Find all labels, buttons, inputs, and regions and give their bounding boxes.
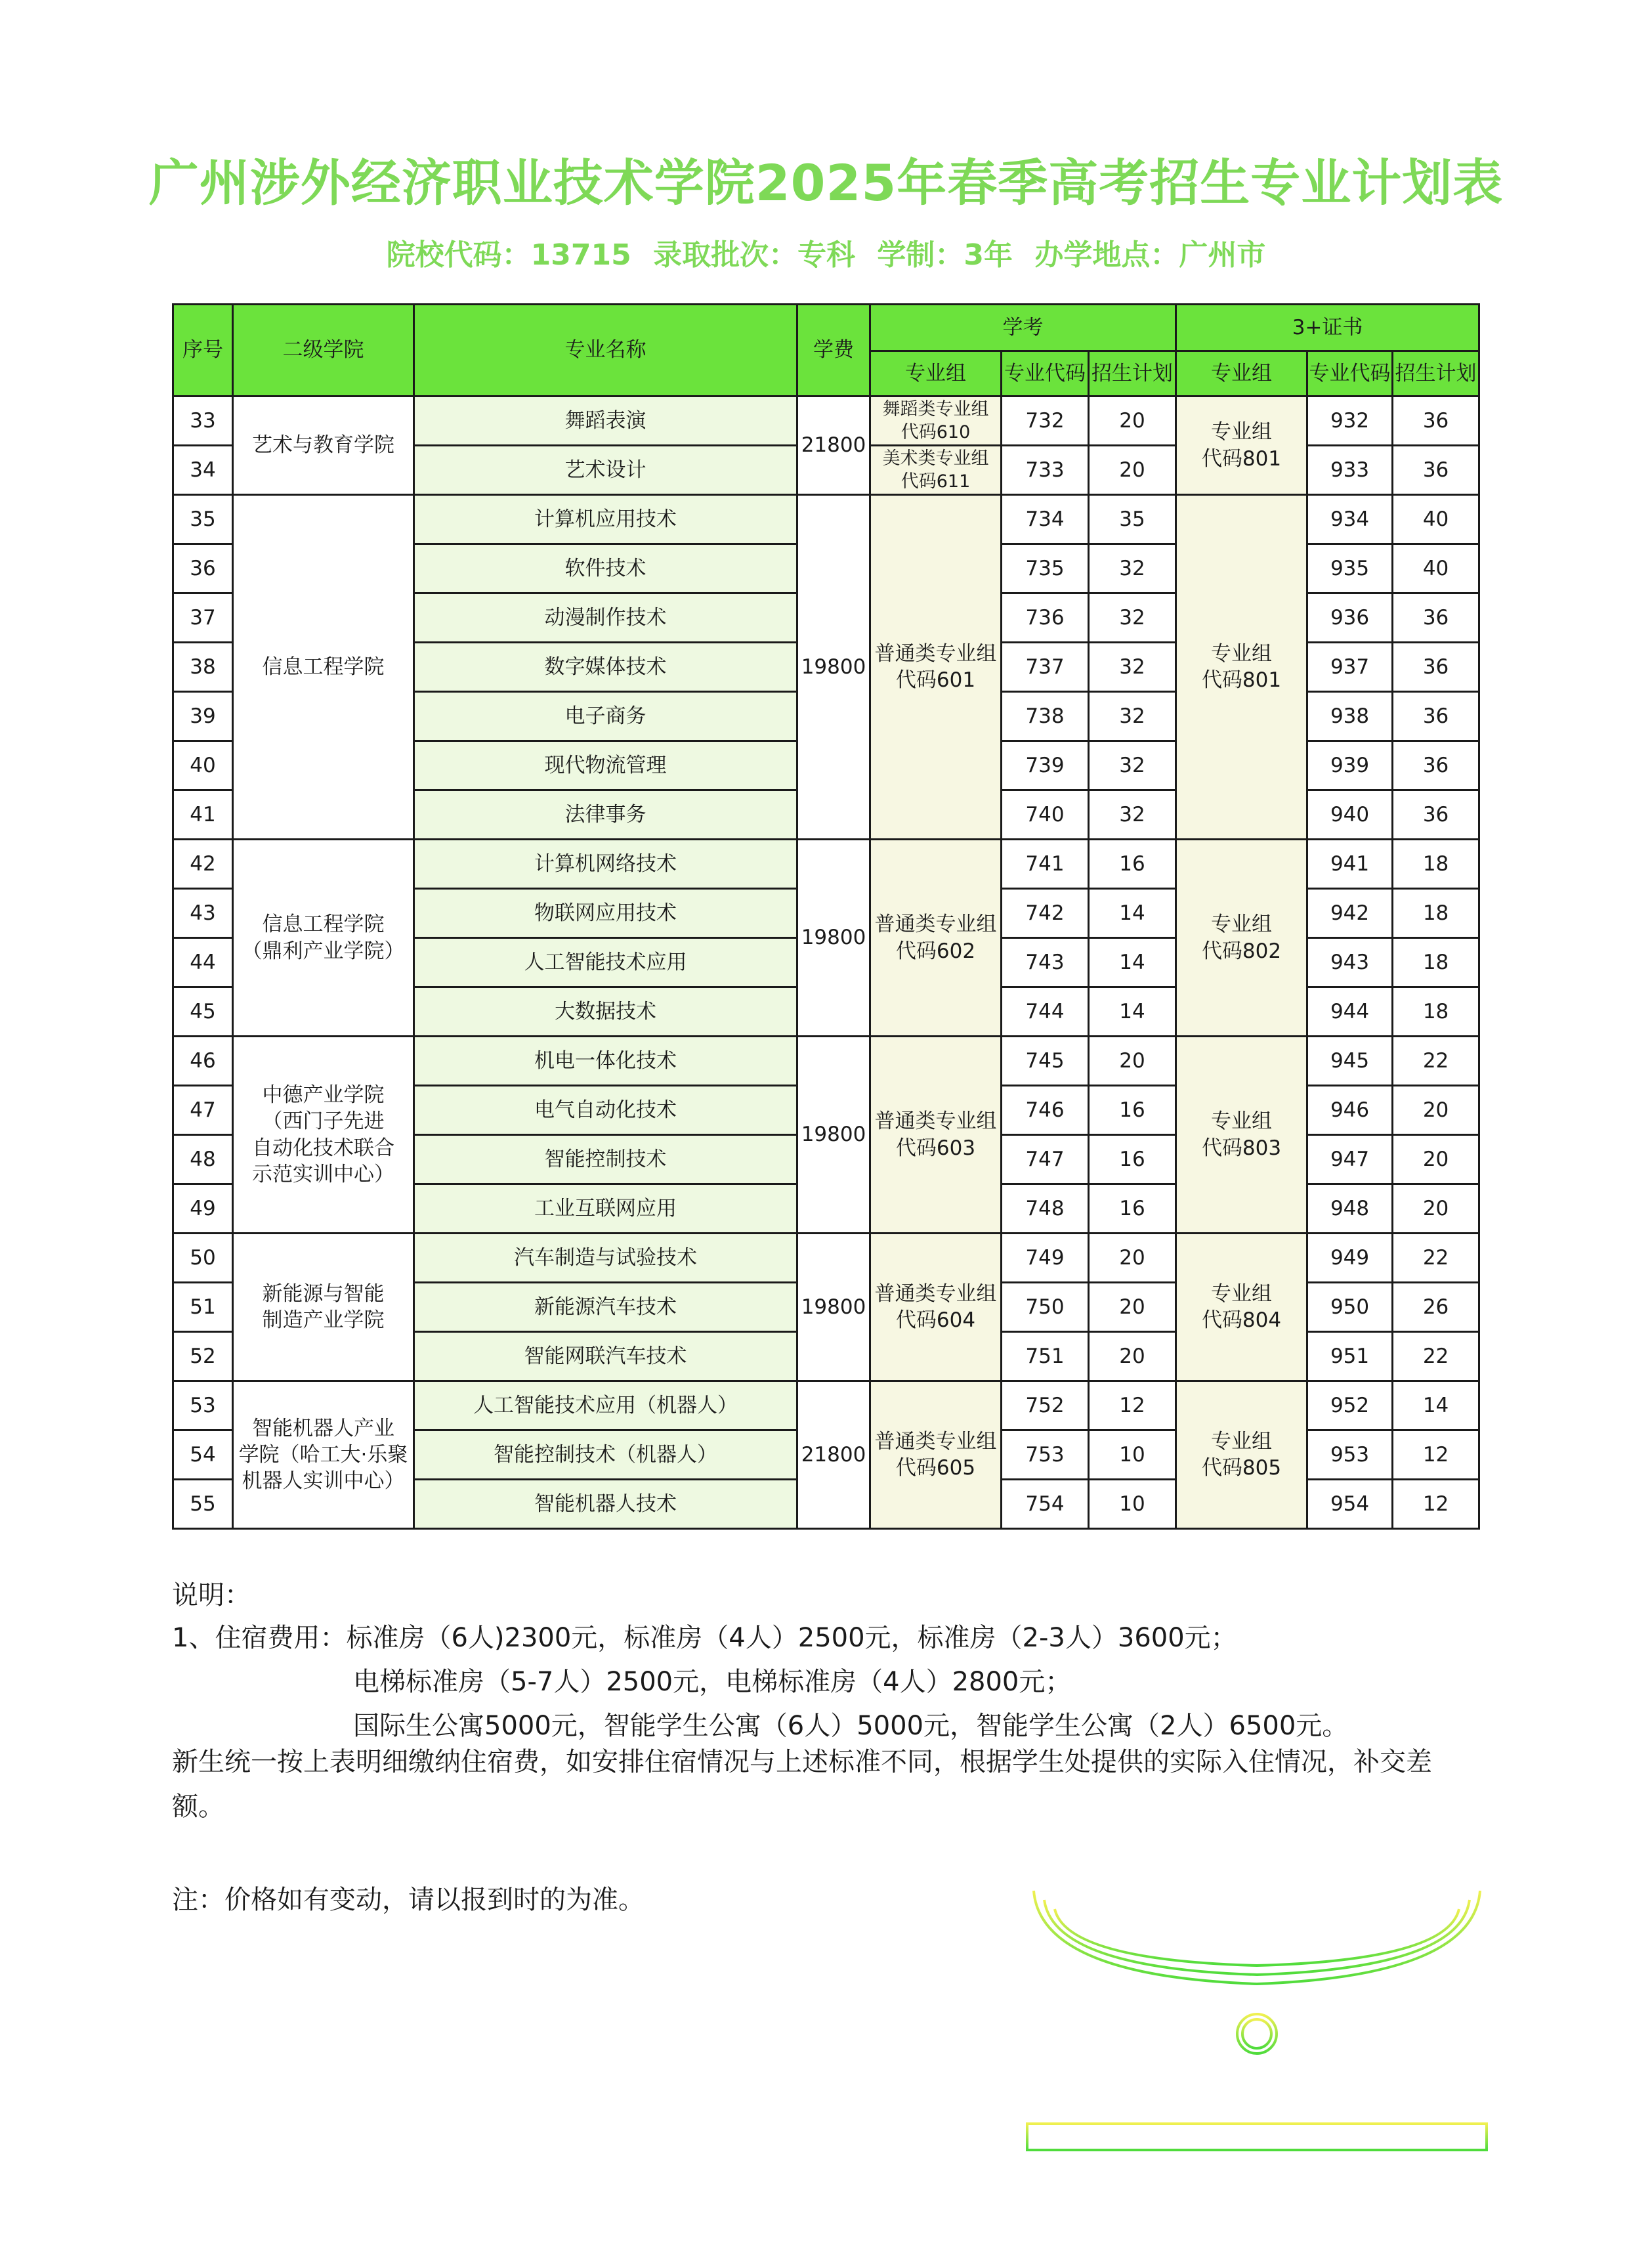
xuekao-plan-cell: 32 [1089, 544, 1176, 593]
cert-code-cell: 952 [1307, 1381, 1393, 1430]
cert-plan-cell: 20 [1393, 1135, 1479, 1184]
xuekao-code-cell: 738 [1002, 692, 1089, 741]
major-cell: 人工智能技术应用 [414, 938, 797, 987]
xuekao-code-cell: 745 [1002, 1037, 1089, 1086]
xuekao-plan-cell: 32 [1089, 692, 1176, 741]
xuekao-plan-cell: 16 [1089, 1135, 1176, 1184]
xuekao-group-cell: 美术类专业组 代码611 [870, 446, 1002, 495]
major-cell: 电子商务 [414, 692, 797, 741]
table-row [173, 1234, 1479, 1283]
cert-plan-cell: 36 [1393, 593, 1479, 643]
notes-paragraph: 新生统一按上表明细缴纳住宿费，如安排住宿情况与上述标准不同，根据学生处提供的实际入住情况，补交差额。 [172, 1747, 1432, 1822]
major-cell: 新能源汽车技术 [414, 1283, 797, 1332]
seq-cell: 45 [173, 987, 233, 1037]
xuekao-plan-cell: 32 [1089, 790, 1176, 840]
fee-cell: 21800 [797, 1381, 870, 1529]
xuekao-code-cell: 732 [1002, 397, 1089, 446]
seq-cell: 33 [173, 397, 233, 446]
xuekao-code-cell: 746 [1002, 1086, 1089, 1135]
cert-group-cell: 专业组 代码805 [1176, 1381, 1307, 1529]
notes-footer: 注：价格如有变动，请以报到时的为准。 [172, 1885, 645, 1915]
xuekao-code-cell: 741 [1002, 840, 1089, 889]
xuekao-plan-cell: 14 [1089, 938, 1176, 987]
cert-plan-cell: 36 [1393, 446, 1479, 495]
cert-code-cell: 939 [1307, 741, 1393, 790]
seq-cell: 50 [173, 1234, 233, 1283]
header-xuekao-group: 专业组 [870, 351, 1002, 397]
xuekao-code-cell: 737 [1002, 643, 1089, 692]
cert-code-cell: 942 [1307, 889, 1393, 938]
cert-plan-cell: 18 [1393, 889, 1479, 938]
major-cell: 智能网联汽车技术 [414, 1332, 797, 1381]
major-cell: 智能控制技术 [414, 1135, 797, 1184]
cert-plan-cell: 22 [1393, 1234, 1479, 1283]
seq-cell: 39 [173, 692, 233, 741]
xuekao-plan-cell: 20 [1089, 1037, 1176, 1086]
fee-cell: 21800 [797, 397, 870, 495]
table-body [173, 397, 1479, 1529]
fee-cell: 19800 [797, 840, 870, 1037]
table-row [173, 495, 1479, 544]
cert-code-cell: 953 [1307, 1430, 1393, 1480]
xuekao-code-cell: 747 [1002, 1135, 1089, 1184]
major-cell: 计算机应用技术 [414, 495, 797, 544]
xuekao-plan-cell: 20 [1089, 1283, 1176, 1332]
cert-group-cell: 专业组 代码801 [1176, 397, 1307, 495]
college-cell: 智能机器人产业 学院（哈工大·乐聚 机器人实训中心） [233, 1381, 414, 1529]
xuekao-code-cell: 752 [1002, 1381, 1089, 1430]
cert-code-cell: 943 [1307, 938, 1393, 987]
seq-cell: 37 [173, 593, 233, 643]
fee-cell: 19800 [797, 1234, 870, 1381]
xuekao-code-cell: 751 [1002, 1332, 1089, 1381]
cert-code-cell: 947 [1307, 1135, 1393, 1184]
xuekao-code-cell: 749 [1002, 1234, 1089, 1283]
xuekao-code-cell: 743 [1002, 938, 1089, 987]
cert-group-cell: 专业组 代码801 [1176, 495, 1307, 840]
xuekao-group-cell: 普通类专业组 代码602 [870, 840, 1002, 1037]
xuekao-plan-cell: 12 [1089, 1381, 1176, 1430]
xuekao-plan-cell: 14 [1089, 987, 1176, 1037]
xuekao-group-cell: 普通类专业组 代码605 [870, 1381, 1002, 1529]
cert-plan-cell: 14 [1393, 1381, 1479, 1430]
major-cell: 大数据技术 [414, 987, 797, 1037]
major-cell: 机电一体化技术 [414, 1037, 797, 1086]
major-cell: 汽车制造与试验技术 [414, 1234, 797, 1283]
xuekao-group-cell: 舞蹈类专业组 代码610 [870, 397, 1002, 446]
major-cell: 电气自动化技术 [414, 1086, 797, 1135]
xuekao-plan-cell: 16 [1089, 1086, 1176, 1135]
xuekao-code-cell: 750 [1002, 1283, 1089, 1332]
college-cell: 新能源与智能 制造产业学院 [233, 1234, 414, 1381]
seq-cell: 55 [173, 1480, 233, 1529]
major-cell: 法律事务 [414, 790, 797, 840]
xuekao-plan-cell: 35 [1089, 495, 1176, 544]
major-cell: 动漫制作技术 [414, 593, 797, 643]
seq-cell: 49 [173, 1184, 233, 1234]
page-subtitle: 院校代码：13715 录取批次：专科 学制：3年 办学地点：广州市 [386, 238, 1266, 272]
seq-cell: 44 [173, 938, 233, 987]
cert-code-cell: 946 [1307, 1086, 1393, 1135]
cert-code-cell: 932 [1307, 397, 1393, 446]
xuekao-code-cell: 735 [1002, 544, 1089, 593]
header-xuekao-plan: 招生计划 [1089, 351, 1176, 397]
cert-group-cell: 专业组 代码804 [1176, 1234, 1307, 1381]
cert-code-cell: 938 [1307, 692, 1393, 741]
major-cell: 工业互联网应用 [414, 1184, 797, 1234]
cert-code-cell: 935 [1307, 544, 1393, 593]
header-cert-plan: 招生计划 [1393, 351, 1479, 397]
page-title: 广州涉外经济职业技术学院2025年春季高考招生专业计划表 [148, 154, 1504, 212]
cert-plan-cell: 20 [1393, 1184, 1479, 1234]
xuekao-plan-cell: 20 [1089, 1332, 1176, 1381]
major-cell: 物联网应用技术 [414, 889, 797, 938]
major-cell: 计算机网络技术 [414, 840, 797, 889]
cert-plan-cell: 20 [1393, 1086, 1479, 1135]
seq-cell: 54 [173, 1430, 233, 1480]
notes-line-3: 国际生公寓5000元，智能学生公寓（6人）5000元，智能学生公寓（2人）6500元。 [353, 1711, 1349, 1741]
cert-plan-cell: 12 [1393, 1480, 1479, 1529]
seq-cell: 51 [173, 1283, 233, 1332]
xuekao-code-cell: 740 [1002, 790, 1089, 840]
seq-cell: 34 [173, 446, 233, 495]
cert-plan-cell: 18 [1393, 987, 1479, 1037]
table-row [173, 840, 1479, 889]
major-cell: 现代物流管理 [414, 741, 797, 790]
cert-code-cell: 934 [1307, 495, 1393, 544]
xuekao-plan-cell: 20 [1089, 397, 1176, 446]
xuekao-code-cell: 739 [1002, 741, 1089, 790]
cert-plan-cell: 36 [1393, 692, 1479, 741]
seq-cell: 52 [173, 1332, 233, 1381]
notes-line-1: 1、住宿费用：标准房（6人)2300元，标准房（4人）2500元，标准房（2-3人）3600元； [172, 1623, 1237, 1653]
cert-plan-cell: 22 [1393, 1037, 1479, 1086]
header-xuekao-code: 专业代码 [1002, 351, 1089, 397]
xuekao-plan-cell: 20 [1089, 446, 1176, 495]
campus-building-icon [1021, 1878, 1493, 2153]
cert-group-cell: 专业组 代码802 [1176, 840, 1307, 1037]
cert-code-cell: 936 [1307, 593, 1393, 643]
xuekao-plan-cell: 10 [1089, 1430, 1176, 1480]
major-cell: 软件技术 [414, 544, 797, 593]
xuekao-group-cell: 普通类专业组 代码601 [870, 495, 1002, 840]
cert-code-cell: 941 [1307, 840, 1393, 889]
seq-cell: 38 [173, 643, 233, 692]
xuekao-group-cell: 普通类专业组 代码603 [870, 1037, 1002, 1234]
seq-cell: 48 [173, 1135, 233, 1184]
header-cert-group: 专业组 [1176, 351, 1307, 397]
cert-code-cell: 945 [1307, 1037, 1393, 1086]
fee-cell: 19800 [797, 495, 870, 840]
xuekao-code-cell: 753 [1002, 1430, 1089, 1480]
table-row [173, 1381, 1479, 1430]
cert-code-cell: 951 [1307, 1332, 1393, 1381]
cert-code-cell: 948 [1307, 1184, 1393, 1234]
header-xuekao: 学考 [870, 305, 1176, 351]
major-cell: 人工智能技术应用（机器人） [414, 1381, 797, 1430]
table-row [173, 1037, 1479, 1086]
xuekao-plan-cell: 20 [1089, 1234, 1176, 1283]
xuekao-code-cell: 736 [1002, 593, 1089, 643]
cert-code-cell: 933 [1307, 446, 1393, 495]
cert-plan-cell: 22 [1393, 1332, 1479, 1381]
fee-cell: 19800 [797, 1037, 870, 1234]
xuekao-plan-cell: 32 [1089, 741, 1176, 790]
major-cell: 数字媒体技术 [414, 643, 797, 692]
seq-cell: 42 [173, 840, 233, 889]
major-cell: 智能控制技术（机器人） [414, 1430, 797, 1480]
header-college: 二级学院 [233, 305, 414, 397]
header-fee: 学费 [797, 305, 870, 397]
notes-line-2: 电梯标准房（5-7人）2500元，电梯标准房（4人）2800元； [353, 1667, 1072, 1697]
seq-cell: 41 [173, 790, 233, 840]
xuekao-plan-cell: 16 [1089, 840, 1176, 889]
cert-code-cell: 944 [1307, 987, 1393, 1037]
xuekao-plan-cell: 14 [1089, 889, 1176, 938]
notes-heading: 说明： [172, 1580, 251, 1610]
xuekao-plan-cell: 10 [1089, 1480, 1176, 1529]
xuekao-plan-cell: 32 [1089, 643, 1176, 692]
major-cell: 智能机器人技术 [414, 1480, 797, 1529]
cert-plan-cell: 18 [1393, 938, 1479, 987]
seq-cell: 36 [173, 544, 233, 593]
seq-cell: 35 [173, 495, 233, 544]
xuekao-code-cell: 742 [1002, 889, 1089, 938]
cert-plan-cell: 40 [1393, 495, 1479, 544]
cert-code-cell: 937 [1307, 643, 1393, 692]
major-cell: 艺术设计 [414, 446, 797, 495]
college-cell: 艺术与教育学院 [233, 397, 414, 495]
college-cell: 信息工程学院 （鼎利产业学院） [233, 840, 414, 1037]
cert-plan-cell: 18 [1393, 840, 1479, 889]
cert-plan-cell: 36 [1393, 397, 1479, 446]
xuekao-code-cell: 733 [1002, 446, 1089, 495]
cert-code-cell: 949 [1307, 1234, 1393, 1283]
xuekao-code-cell: 734 [1002, 495, 1089, 544]
cert-plan-cell: 36 [1393, 741, 1479, 790]
xuekao-plan-cell: 16 [1089, 1184, 1176, 1234]
seq-cell: 53 [173, 1381, 233, 1430]
cert-code-cell: 954 [1307, 1480, 1393, 1529]
header-cert: 3+证书 [1176, 305, 1479, 351]
cert-plan-cell: 40 [1393, 544, 1479, 593]
cert-plan-cell: 12 [1393, 1430, 1479, 1480]
xuekao-group-cell: 普通类专业组 代码604 [870, 1234, 1002, 1381]
header-seq: 序号 [173, 305, 233, 397]
cert-code-cell: 940 [1307, 790, 1393, 840]
xuekao-code-cell: 744 [1002, 987, 1089, 1037]
seq-cell: 43 [173, 889, 233, 938]
table-row [173, 397, 1479, 446]
xuekao-plan-cell: 32 [1089, 593, 1176, 643]
xuekao-code-cell: 748 [1002, 1184, 1089, 1234]
header-cert-code: 专业代码 [1307, 351, 1393, 397]
xuekao-code-cell: 754 [1002, 1480, 1089, 1529]
college-cell: 信息工程学院 [233, 495, 414, 840]
cert-code-cell: 950 [1307, 1283, 1393, 1332]
college-cell: 中德产业学院 （西门子先进 自动化技术联合 示范实训中心） [233, 1037, 414, 1234]
seq-cell: 46 [173, 1037, 233, 1086]
cert-plan-cell: 26 [1393, 1283, 1479, 1332]
cert-group-cell: 专业组 代码803 [1176, 1037, 1307, 1234]
cert-plan-cell: 36 [1393, 643, 1479, 692]
seq-cell: 40 [173, 741, 233, 790]
seq-cell: 47 [173, 1086, 233, 1135]
enrollment-plan-table [172, 303, 1480, 1530]
header-major: 专业名称 [414, 305, 797, 397]
major-cell: 舞蹈表演 [414, 397, 797, 446]
cert-plan-cell: 36 [1393, 790, 1479, 840]
